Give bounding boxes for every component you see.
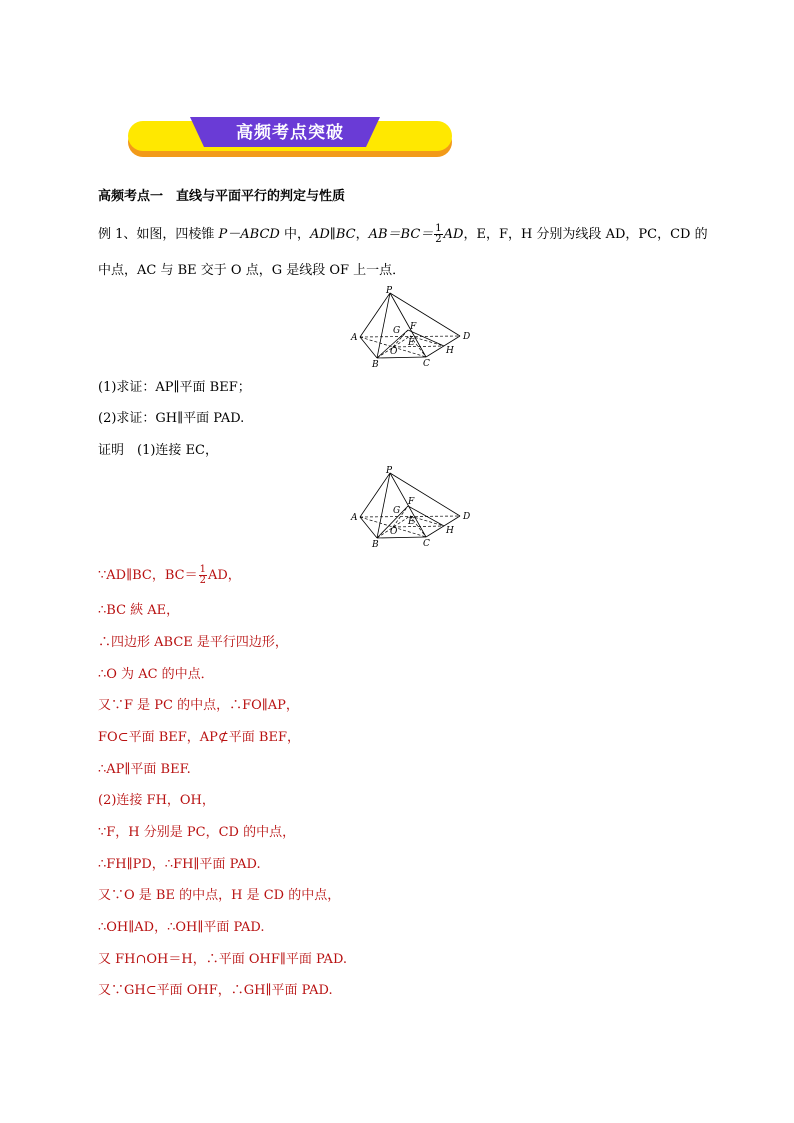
label-a: A <box>351 333 358 343</box>
section-heading: 高频考点一 直线与平面平行的判定与性质 <box>98 189 346 204</box>
label-p: P <box>386 286 393 296</box>
proof-step-10: ∴FH∥PD，∴FH∥平面 PAD. <box>98 857 261 872</box>
example-mid: 中， <box>279 227 310 242</box>
label-g-2: G <box>393 506 401 516</box>
label-b-2: B <box>372 540 379 548</box>
label-o-2: O <box>390 527 398 537</box>
proof-step-9: ∵F，H 分别是 PC，CD 的中点， <box>98 825 296 840</box>
label-f-2: F <box>408 497 415 507</box>
proof-step-1-post: AD， <box>207 568 241 583</box>
section-banner <box>128 113 452 157</box>
label-c-2: C <box>423 539 430 548</box>
proof-step-12: ∴OH∥AD，∴OH∥平面 PAD. <box>98 920 265 935</box>
label-o: O <box>390 347 398 357</box>
label-h: H <box>446 346 454 356</box>
proof-step-13: 又 FH∩OH＝H，∴平面 OHF∥平面 PAD. <box>98 952 348 967</box>
example-line-1 <box>98 224 708 245</box>
proof-step-14: 又∵GH⊂平面 OHF，∴GH∥平面 PAD. <box>98 983 333 998</box>
proof-fraction-half: $\frac{1}{2}$ <box>199 564 206 586</box>
condition-equal-end: AD <box>443 227 464 242</box>
label-p-2: P <box>386 466 393 476</box>
proof-step-7: ∴AP∥平面 BEF. <box>98 762 191 777</box>
question-1: (1)求证：AP∥平面 BEF； <box>98 380 251 395</box>
proof-label: 证明 <box>98 443 125 458</box>
banner-title: 高频考点突破 <box>236 123 344 143</box>
pyramid-figure-2 <box>348 466 478 552</box>
label-a-2: A <box>351 513 358 523</box>
proof-step-6: FO⊂平面 BEF，AP⊄平面 BEF， <box>98 730 300 745</box>
pyramid-figure-1 <box>348 286 478 372</box>
question-2: (2)求证：GH∥平面 PAD. <box>98 411 245 426</box>
label-b: B <box>372 360 379 368</box>
proof-step-1 <box>98 565 241 586</box>
label-d-2: D <box>463 512 471 522</box>
pyramid-diagram-2 <box>348 466 478 548</box>
pyramid-name: P－ABCD <box>218 227 280 242</box>
example-line-2: 中点，AC 与 BE 交于 O 点，G 是线段 OF 上一点． <box>98 263 406 278</box>
label-f: F <box>410 322 417 332</box>
label-e: E <box>408 338 415 348</box>
proof-intro <box>98 442 218 460</box>
example-tail: ，E，F，H 分别为线段 AD，PC，CD 的 <box>463 227 708 242</box>
condition-parallel: AD∥BC <box>310 227 356 242</box>
proof-start: (1)连接 EC， <box>124 443 218 458</box>
example-prefix: 例 1、如图，四棱锥 <box>98 227 219 242</box>
pyramid-diagram <box>348 286 478 368</box>
label-c: C <box>423 359 430 368</box>
proof-step-5: 又∵F 是 PC 的中点，∴FO∥AP， <box>98 698 299 713</box>
proof-step-4: ∴O 为 AC 的中点． <box>98 667 214 682</box>
label-e-2: E <box>408 517 415 527</box>
proof-step-1-pre: ∵AD∥BC，BC＝ <box>98 568 198 583</box>
fraction-half: $\frac{1}{2}$ <box>435 223 442 245</box>
proof-step-3: ∴四边形 ABCE 是平行四边形， <box>98 635 288 650</box>
label-d: D <box>463 332 471 342</box>
condition-equal: AB＝BC＝ <box>368 227 434 242</box>
proof-step-2: ∴BC 綊 AE， <box>98 603 180 618</box>
proof-step-8: (2)连接 FH，OH， <box>98 793 215 808</box>
separator: ， <box>355 227 369 242</box>
proof-step-11: 又∵O 是 BE 的中点，H 是 CD 的中点， <box>98 888 341 903</box>
label-g: G <box>393 326 401 336</box>
label-h-2: H <box>446 526 454 536</box>
